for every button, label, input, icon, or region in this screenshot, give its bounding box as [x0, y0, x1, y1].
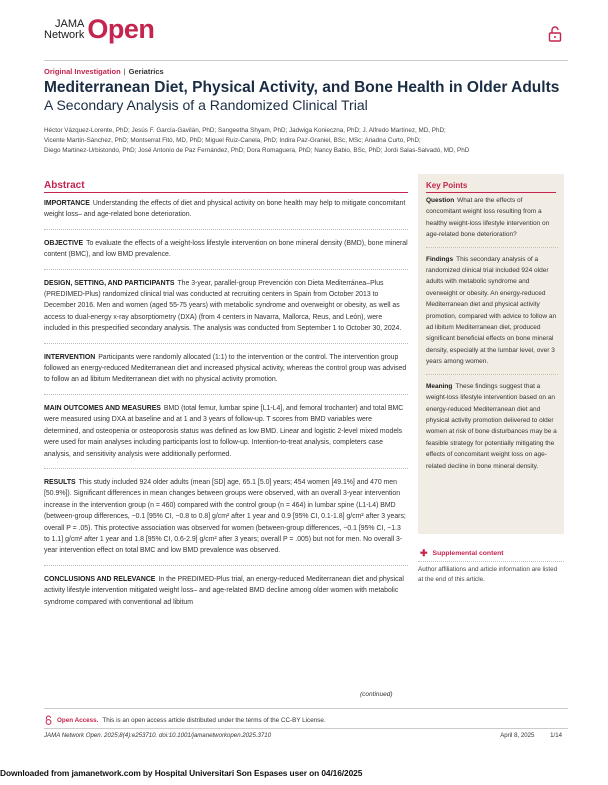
logo-open: Open [87, 14, 155, 44]
affiliations-note: Author affiliations and article information are listed at the end of this article. [418, 566, 558, 583]
abstract-section-results: RESULTS This study included 924 older adults (mean [SD] age, 65.1 [5.0] years; 454 women [49.1%] and 470 men [50.9%]). Significant differences in mean changes between groups were observed, with an overall 3-year intervention increase in the intervention group (n = 460) compared with the control group (n = 464) in lumbar spine (L1-L4) BMD (between-group differences, −0.1 [95% CI, −0.8 to 0.8] g/cm² after 1 year and 0.9 [95% CI, 0.1-1.8] g/cm² after 3 years; overall P = .05). This protective association was observed for women (between-group differences, −0.1 [95% CI, −1.3 to 1.1] g/cm² after 1 year and 1.8 [95% CI, 0.6-2.9] g/cm² after 3 years; overall P = .005) but not for men. No overall 3-year intervention effect on total BMC and low BMD prevalence was observed. [44, 477, 408, 566]
key-point-question: Question What are the effects of concomitant weight loss resulting from a healthy weight-loss lifestyle intervention on age-related bone deterioration? [426, 195, 558, 248]
continued-note: (continued) [360, 691, 393, 698]
abstract-section-design: DESIGN, SETTING, AND PARTICIPANTS The 3-year, parallel-group Prevención con Dieta Mediterránea–Plus (PREDIMED-Plus) randomized clinical trial was conducted at recruiting centers in Spain from October 2013 to December 2016. Men and women (aged 55-75 years) with metabolic syndrome and overweight or obesity, as well as access to dual-energy x-ray absorptiometry (DXA) (from 4 centers in Navarra, Mallorca, Reus, and León), were included in this prespecified secondary analysis. The analysis was conducted from September 1 to October 30, 2024. [44, 278, 408, 344]
key-points-heading: Key Points [426, 181, 468, 190]
abstract-section-importance: IMPORTANCE Understanding the effects of diet and physical activity on bone health may help to mitigate concomitant weight loss– and age-related bone deterioration. [44, 198, 408, 230]
abstract-heading: Abstract [44, 180, 85, 191]
key-point-findings: Findings This secondary analysis of a randomized clinical trial included 924 older adults with metabolic syndrome and overweight or obesity. An energy-reduced Mediterranean diet and physical activity promotion, compared with advice to follow an ad libitum Mediterranean diet, produced significant beneficial effects on bone mineral density, especially at the lumbar level, over 3 years among women. [426, 254, 558, 375]
abstract-section-outcomes: MAIN OUTCOMES AND MEASURES BMD (total femur, lumbar spine [L1-L4], and femoral trochanter) and total BMC were measured using DXA at baseline and at 1 and 3 years of follow-up. T scores from BMD variables were determined, and osteopenia or osteoporosis status was defined as low BMD. Linear and logistic 2-level mixed models were used for main analyses including participants lost to follow-up. Intention-to-treat analysis, completers case analysis, and sensitivity analysis were additionally performed. [44, 403, 408, 469]
article-title: Mediterranean Diet, Physical Activity, and Bone Health in Older Adults [44, 79, 560, 96]
open-access-text: This is an open access article distributed under the terms of the CC-BY License. [102, 716, 326, 724]
article-subtitle: A Secondary Analysis of a Randomized Clinical Trial [44, 97, 368, 113]
abstract-section-conclusions: CONCLUSIONS AND RELEVANCE In the PREDIMED-Plus trial, an energy-reduced Mediterranean diet and physical activity lifestyle intervention mitigated weight loss– and age-related BMD decline among older women with metabolic syndrome compared with conventional ad libitum [44, 575, 404, 606]
article-tagline [44, 67, 164, 76]
article-category: Geriatrics [128, 67, 164, 76]
citation-footer: JAMA Network Open. 2025;8(4):e253710. doi:10.1001/jamanetworkopen.2025.3710 [44, 732, 272, 739]
open-lock-icon [548, 26, 562, 42]
logo-wordmark: JAMA Network [44, 17, 85, 41]
author-line: Diego Martinez-Urbistondo, PhD; José Antonio de Paz Fernández, PhD; Dora Romaguera, PhD; Nancy Babio, BSc, PhD; Jordi Salas-Salvadó, MD, PhD [44, 147, 470, 154]
plus-icon: ✚ [420, 548, 428, 558]
footer-date-page [500, 732, 562, 739]
open-access-line [44, 715, 326, 725]
download-stamp: Downloaded from jamanetwork.com by Hospital Universitari Son Espases user on 04/16/2025 [0, 768, 363, 778]
open-access-icon [44, 715, 53, 725]
open-access-label[interactable]: Open Access. [57, 716, 99, 724]
author-line: Vicente Martín-Sánchez, PhD; Montserrat Fitó, MD, PhD; Miguel Ruiz-Canela, PhD; Indira Paz-Graniel, BSc, MSc; Ariadna Curto, PhD; [44, 137, 421, 144]
supplemental-label: Supplemental content [432, 550, 504, 557]
header-rule [44, 60, 568, 61]
author-line: Héctor Vázquez-Lorente, PhD; Jesús F. García-Gavilán, PhD; Sangeetha Shyam, PhD; Jadwiga Konieczna, PhD; J. Alfredo Martínez, MD, PhD; [44, 127, 446, 134]
abstract-rule [44, 192, 408, 193]
supplemental-content-link[interactable] [420, 549, 504, 558]
key-points-rule [426, 192, 556, 193]
article-type: Original Investigation [44, 67, 121, 76]
author-list [44, 126, 564, 156]
sidebar-rule [418, 561, 564, 562]
tagline-separator: | [123, 67, 126, 76]
footer-page: 1/14 [550, 732, 562, 739]
footer-date: April 8, 2025 [500, 732, 535, 739]
abstract-body [44, 198, 408, 616]
key-point-meaning: Meaning These findings suggest that a weight-loss lifestyle intervention based on an energy-reduced Mediterranean diet and physical activity promotion delivered to older women at risk of bone disturbances may be a feasible strategy for potentially mitigating the effects of concomitant weight loss on age-related decline in bone mineral density. [426, 382, 557, 470]
footer-rule [44, 728, 568, 729]
abstract-section-intervention: INTERVENTION Participants were randomly allocated (1:1) to the intervention or the control. The intervention group followed an energy-reduced Mediterranean diet and increased physical activity, whereas the control group was advised to follow an ad libitum Mediterranean diet with no physical activity promotion. [44, 352, 408, 395]
journal-logo[interactable] [44, 16, 154, 43]
abstract-section-objective: OBJECTIVE To evaluate the effects of a weight-loss lifestyle intervention on bone mineral density (BMD), bone mineral content (BMC), and low BMD prevalence. [44, 238, 408, 270]
key-points-body [426, 195, 558, 484]
open-access-rule [44, 708, 568, 709]
